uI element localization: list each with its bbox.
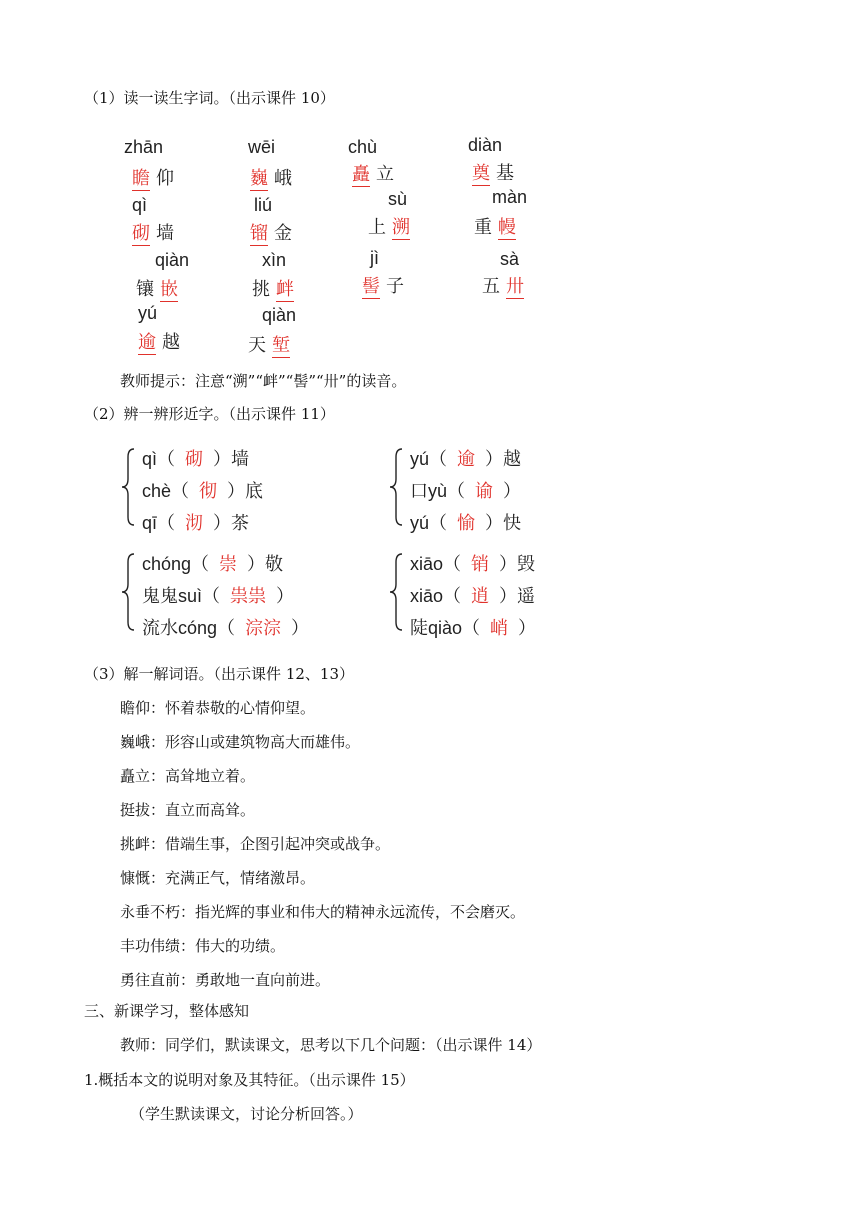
section-title: 三、新课学习，整体感知 bbox=[84, 1002, 250, 1020]
word-chars bbox=[130, 275, 178, 301]
definition-item: 巍峨：形容山或建筑物高大而雄伟。 bbox=[120, 733, 361, 751]
word-target-char: 溯 bbox=[392, 217, 410, 238]
row-suffix: ）底 bbox=[227, 481, 264, 501]
similar-char-row bbox=[142, 445, 249, 471]
word-other-char: 越 bbox=[162, 332, 180, 353]
step2-heading: （2）辨一辨形近字。（出示课件 11） bbox=[84, 405, 335, 423]
word-chars bbox=[132, 219, 180, 245]
question-1: 1.概括本文的说明对象及其特征。（出示课件 15） bbox=[84, 1071, 415, 1089]
word-chars bbox=[362, 213, 410, 239]
word-chars bbox=[242, 331, 290, 357]
word-chars bbox=[250, 164, 298, 190]
similar-char-row bbox=[410, 509, 521, 535]
row-suffix: ）墙 bbox=[213, 449, 250, 469]
similar-char-row bbox=[410, 445, 521, 471]
word-target-char: 矗 bbox=[352, 164, 370, 185]
word-target-char: 幔 bbox=[498, 217, 516, 238]
row-prefix: yú（ bbox=[410, 513, 448, 533]
row-suffix: ） bbox=[518, 618, 537, 638]
brace-icon bbox=[120, 552, 136, 632]
word-pinyin: diàn bbox=[468, 135, 503, 155]
word-target-char: 卅 bbox=[506, 276, 524, 297]
row-suffix: ）遥 bbox=[499, 586, 536, 606]
word-pinyin: zhān bbox=[124, 137, 164, 157]
row-suffix: ） bbox=[276, 586, 295, 606]
word-other-char: 金 bbox=[274, 223, 292, 244]
word-other-char: 立 bbox=[376, 164, 394, 185]
definition-item: 瞻仰：怀着恭敬的心情仰望。 bbox=[120, 699, 316, 717]
row-prefix: qī（ bbox=[142, 513, 176, 533]
word-pinyin: qì bbox=[132, 195, 148, 215]
row-prefix: 陡qiào（ bbox=[410, 618, 481, 638]
row-prefix: xiāo（ bbox=[410, 586, 462, 606]
word-pinyin: chù bbox=[348, 137, 378, 157]
row-suffix: ）茶 bbox=[213, 513, 250, 533]
answer-char: 沏 bbox=[185, 513, 204, 534]
word-target-char: 逾 bbox=[138, 332, 156, 353]
teacher-prompt: 教师：同学们，默读课文，思考以下几个问题：（出示课件 14） bbox=[120, 1036, 542, 1054]
similar-char-row bbox=[142, 614, 309, 640]
word-chars bbox=[352, 160, 400, 186]
word-pinyin: qiàn bbox=[262, 305, 297, 325]
definition-item: 丰功伟绩：伟大的功绩。 bbox=[120, 937, 286, 955]
word-chars bbox=[246, 275, 294, 301]
brace-icon bbox=[120, 447, 136, 527]
student-note: （学生默读课文，讨论分析回答。） bbox=[130, 1105, 363, 1123]
row-prefix: qì（ bbox=[142, 449, 176, 469]
word-target-char: 衅 bbox=[276, 279, 294, 300]
answer-char: 淙淙 bbox=[245, 618, 282, 639]
word-pinyin: jì bbox=[370, 248, 379, 268]
word-target-char: 瞻 bbox=[132, 168, 150, 189]
similar-char-row bbox=[142, 582, 294, 608]
word-chars bbox=[476, 272, 524, 298]
row-suffix: ）快 bbox=[485, 513, 522, 533]
similar-char-row bbox=[410, 550, 535, 576]
row-prefix: yú（ bbox=[410, 449, 448, 469]
row-prefix: xiāo（ bbox=[410, 554, 462, 574]
word-chars bbox=[362, 272, 410, 298]
brace-icon bbox=[388, 552, 404, 632]
definition-item: 挺拔：直立而高耸。 bbox=[120, 801, 256, 819]
word-other-char: 子 bbox=[386, 276, 404, 297]
row-prefix: 口yù（ bbox=[410, 481, 466, 501]
definition-item: 挑衅：借端生事，企图引起冲突或战争。 bbox=[120, 835, 391, 853]
similar-char-row bbox=[142, 550, 283, 576]
brace-icon bbox=[388, 447, 404, 527]
definition-item: 勇往直前：勇敢地一直向前进。 bbox=[120, 971, 331, 989]
word-pinyin: liú bbox=[254, 195, 273, 215]
similar-char-row bbox=[410, 582, 535, 608]
word-chars bbox=[132, 164, 180, 190]
step1-heading: （1）读一读生字词。（出示课件 10） bbox=[84, 89, 335, 107]
answer-char: 峭 bbox=[490, 618, 509, 639]
word-chars bbox=[468, 213, 516, 239]
word-other-char: 挑 bbox=[252, 279, 270, 300]
answer-char: 砌 bbox=[185, 449, 204, 470]
word-other-char: 五 bbox=[482, 276, 500, 297]
row-prefix: 流水cóng（ bbox=[142, 618, 236, 638]
word-chars bbox=[138, 328, 186, 354]
word-target-char: 嵌 bbox=[160, 279, 178, 300]
word-other-char: 重 bbox=[474, 217, 492, 238]
word-other-char: 镶 bbox=[136, 279, 154, 300]
definition-item: 永垂不朽：指光辉的事业和伟大的精神永远流传，不会磨灭。 bbox=[120, 903, 526, 921]
word-chars bbox=[250, 219, 298, 245]
word-target-char: 奠 bbox=[472, 163, 490, 184]
step3-heading: （3）解一解词语。（出示课件 12、13） bbox=[84, 665, 354, 683]
step1-tip: 教师提示：注意“溯”“衅”“髻”“卅”的读音。 bbox=[120, 372, 407, 390]
word-target-char: 巍 bbox=[250, 168, 268, 189]
definition-item: 矗立：高耸地立着。 bbox=[120, 767, 256, 785]
answer-char: 销 bbox=[471, 554, 490, 575]
word-pinyin: màn bbox=[492, 187, 528, 207]
word-other-char: 天 bbox=[248, 335, 266, 356]
word-target-char: 镏 bbox=[250, 223, 268, 244]
word-other-char: 上 bbox=[368, 217, 386, 238]
word-pinyin: sù bbox=[388, 189, 408, 209]
definition-item: 慷慨：充满正气，情绪激昂。 bbox=[120, 869, 316, 887]
answer-char: 谕 bbox=[475, 481, 494, 502]
similar-char-row bbox=[142, 477, 263, 503]
row-prefix: 鬼鬼suì（ bbox=[142, 586, 221, 606]
answer-char: 愉 bbox=[457, 513, 476, 534]
word-target-char: 髻 bbox=[362, 276, 380, 297]
word-other-char: 基 bbox=[496, 163, 514, 184]
word-other-char: 墙 bbox=[156, 223, 174, 244]
word-target-char: 堑 bbox=[272, 335, 290, 356]
word-pinyin: sà bbox=[500, 249, 520, 269]
word-other-char: 峨 bbox=[274, 168, 292, 189]
row-suffix: ） bbox=[503, 481, 522, 501]
answer-char: 崇 bbox=[219, 554, 238, 575]
row-prefix: chè（ bbox=[142, 481, 190, 501]
row-suffix: ）越 bbox=[485, 449, 522, 469]
word-pinyin: yú bbox=[138, 303, 158, 323]
row-prefix: chóng（ bbox=[142, 554, 210, 574]
word-target-char: 砌 bbox=[132, 223, 150, 244]
row-suffix: ）毁 bbox=[499, 554, 536, 574]
word-chars bbox=[472, 159, 520, 185]
word-pinyin: xìn bbox=[262, 250, 287, 270]
row-suffix: ） bbox=[291, 618, 310, 638]
similar-char-row bbox=[410, 477, 521, 503]
answer-char: 逍 bbox=[471, 586, 490, 607]
similar-char-row bbox=[142, 509, 249, 535]
row-suffix: ）敬 bbox=[247, 554, 284, 574]
word-other-char: 仰 bbox=[156, 168, 174, 189]
similar-char-row bbox=[410, 614, 536, 640]
word-pinyin: wēi bbox=[248, 137, 276, 157]
answer-char: 祟祟 bbox=[230, 586, 267, 607]
word-pinyin: qiàn bbox=[155, 250, 190, 270]
answer-char: 逾 bbox=[457, 449, 476, 470]
answer-char: 彻 bbox=[199, 481, 218, 502]
